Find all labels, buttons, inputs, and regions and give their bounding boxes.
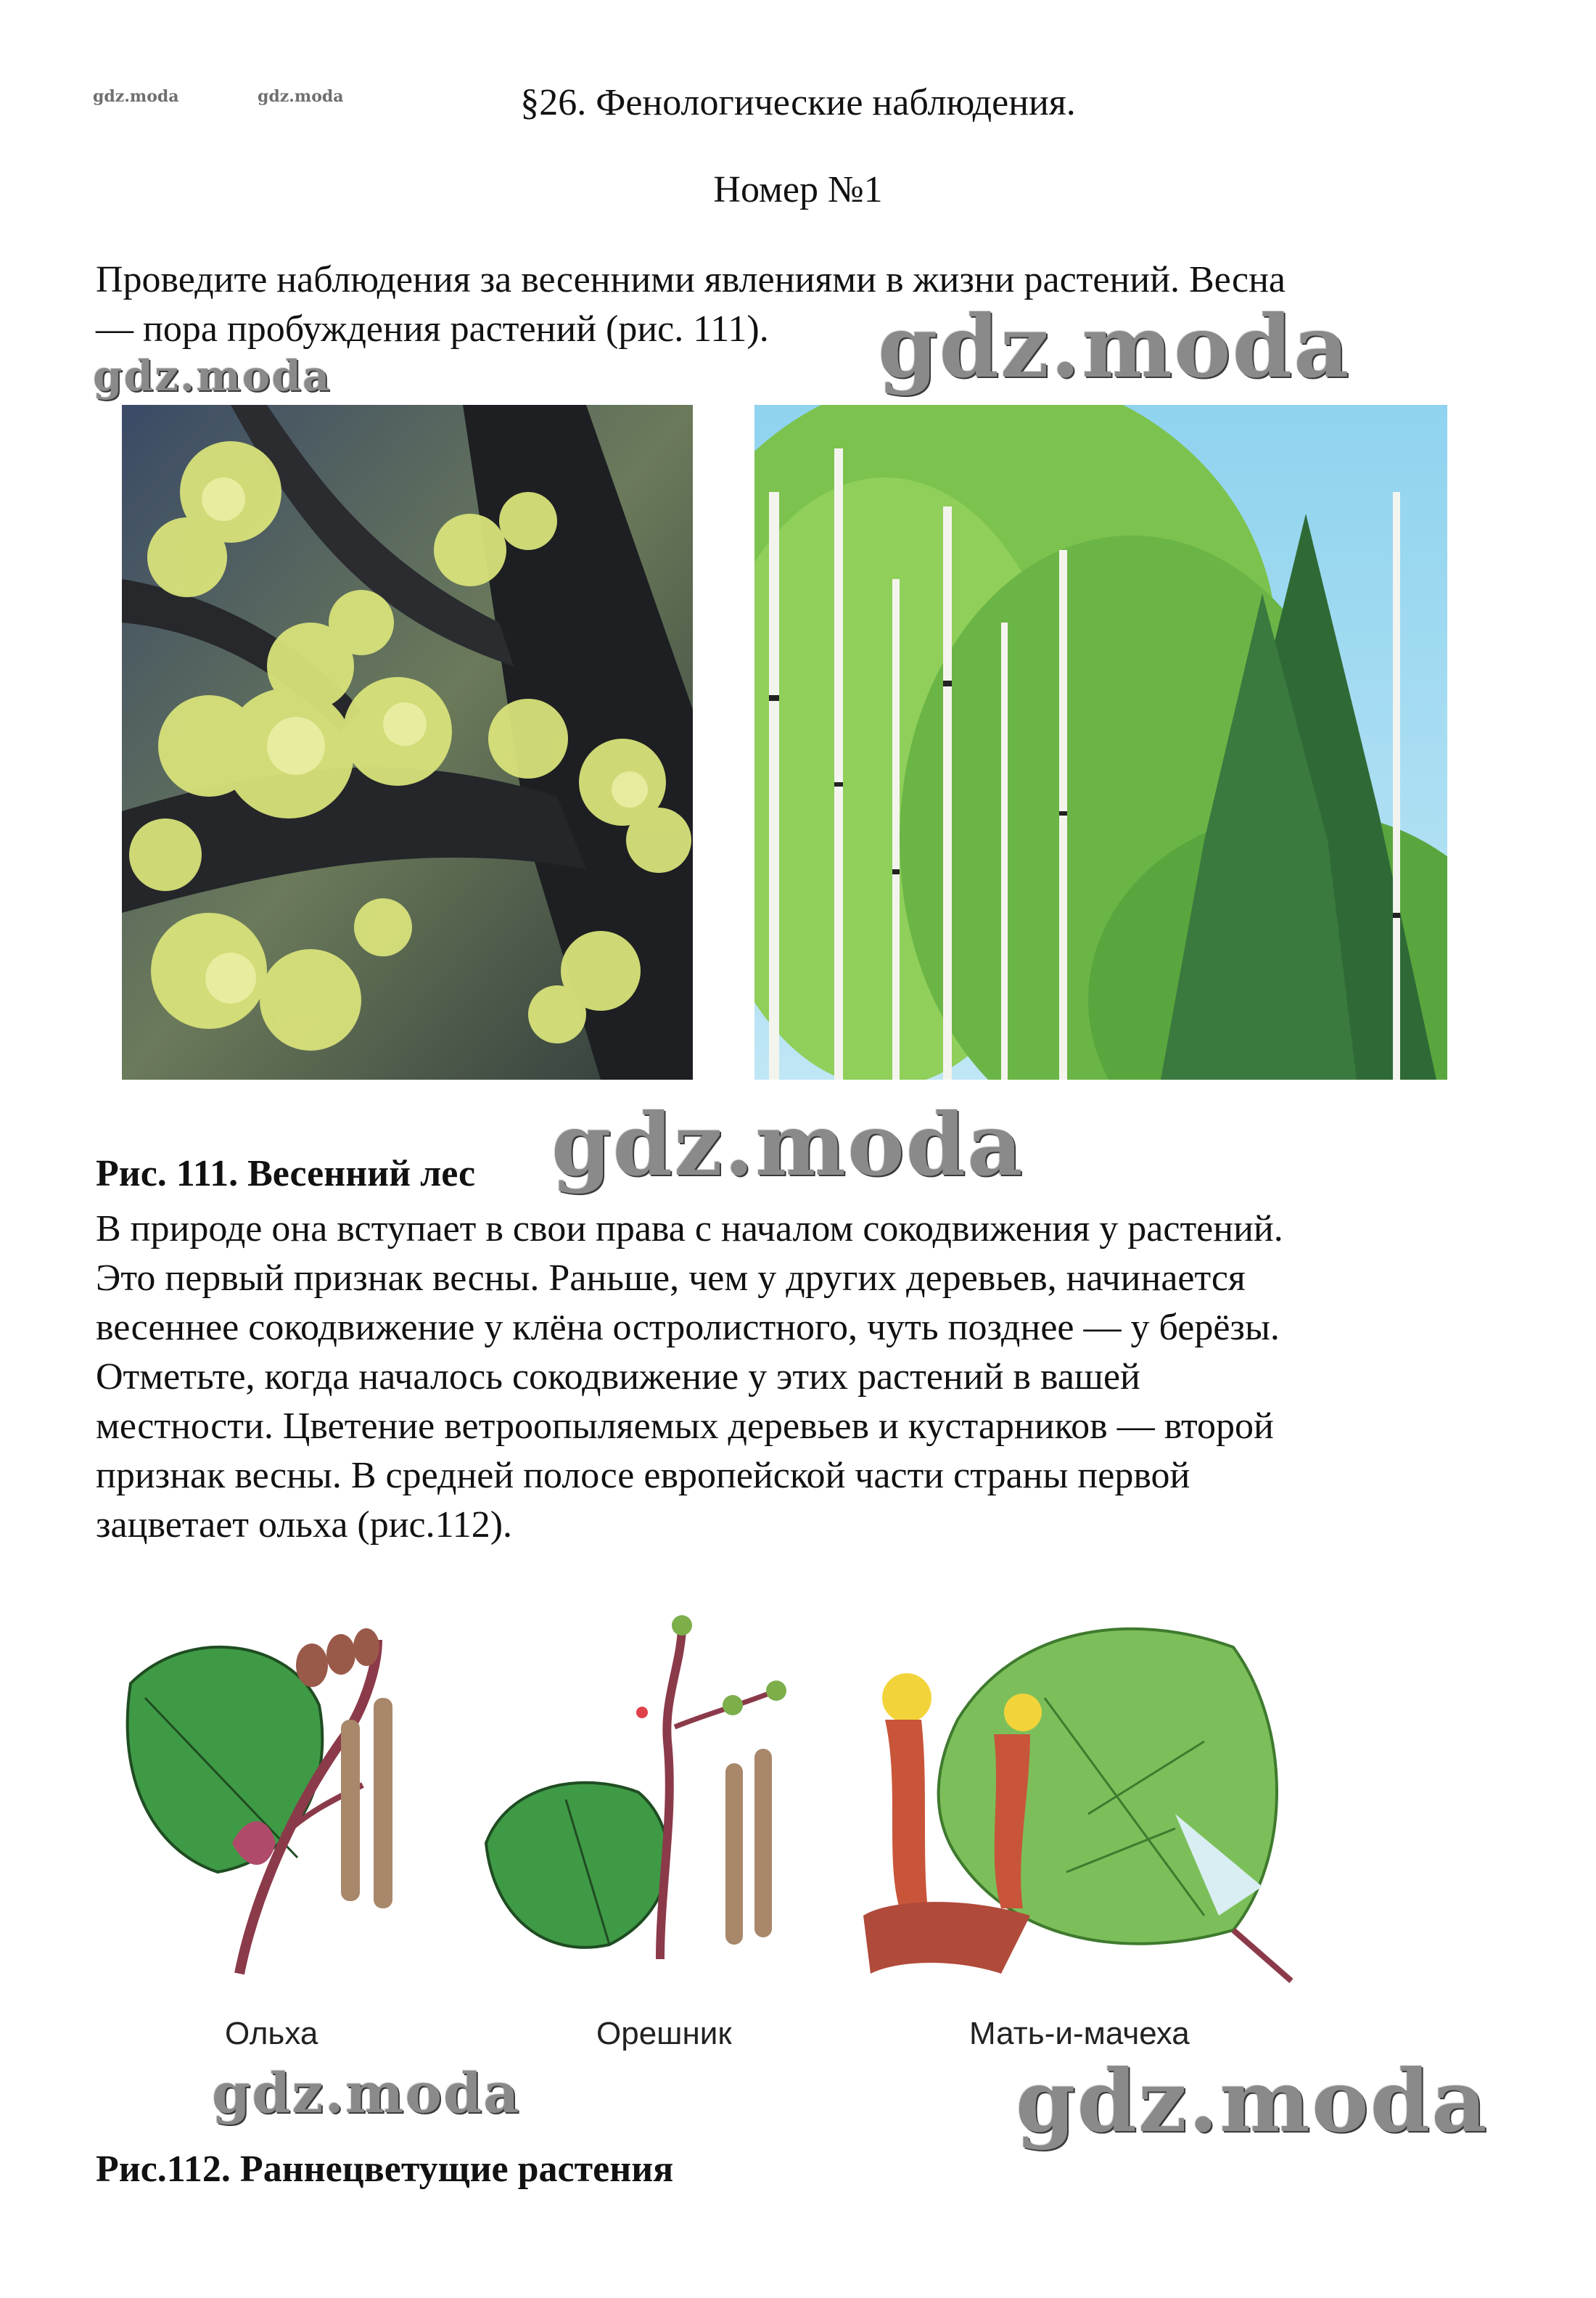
task-number: Номер №1 — [713, 169, 883, 210]
coltsfoot-drawing — [863, 1629, 1291, 1981]
body-line: В природе она вступает в свои права с началом сокодвижения у растений. — [96, 1208, 1283, 1249]
body-line: местности. Цветение ветроопыляемых деревьев и кустарников — второй — [96, 1406, 1274, 1447]
watermark: gdz.moda — [212, 2061, 521, 2125]
maple-blossom-photo — [122, 405, 693, 1080]
watermark-small: gdz.moda — [258, 87, 344, 106]
figure-112-caption: Рис.112. Раннецветущие растения — [96, 2149, 674, 2190]
intro-line: — пора пробуждения растений (рис. 111). — [96, 308, 769, 350]
plant-label-alder: Ольха — [225, 2016, 318, 2051]
watermark-large: gdz.moda — [551, 1094, 1024, 1195]
body-line: зацветает ольха (рис.112). — [96, 1504, 513, 1546]
figure-111-caption: Рис. 111. Весенний лес — [96, 1153, 476, 1194]
birch-forest-photo — [754, 405, 1447, 1080]
alder-drawing — [128, 1628, 392, 1974]
body-line: Это первый признак весны. Раньше, чем у других деревьев, начинается — [96, 1257, 1246, 1299]
body-line: весеннее сокодвижение у клёна остролистного, чуть позднее — у берёзы. — [96, 1307, 1280, 1348]
early-flowering-plants-illustration — [102, 1596, 1306, 2010]
plant-label-hazel: Орешник — [596, 2016, 732, 2051]
page-title: §26. Фенологические наблюдения. — [520, 82, 1076, 123]
body-line: Отметьте, когда началось сокодвижение у этих растений в вашей — [96, 1356, 1140, 1398]
watermark-large: gdz.moda — [878, 296, 1351, 397]
plant-label-coltsfoot: Мать-и-мачеха — [969, 2016, 1190, 2051]
body-line: признак весны. В средней полосе европейской части страны первой — [96, 1455, 1190, 1496]
watermark: gdz.moda — [93, 351, 332, 401]
watermark-large: gdz.moda — [1016, 2051, 1489, 2151]
watermark-small: gdz.moda — [93, 87, 179, 106]
hazel-drawing — [486, 1615, 786, 1959]
body-paragraph — [96, 1205, 1518, 1550]
intro-line: Проведите наблюдения за весенними явлениями в жизни растений. Весна — [96, 259, 1286, 300]
